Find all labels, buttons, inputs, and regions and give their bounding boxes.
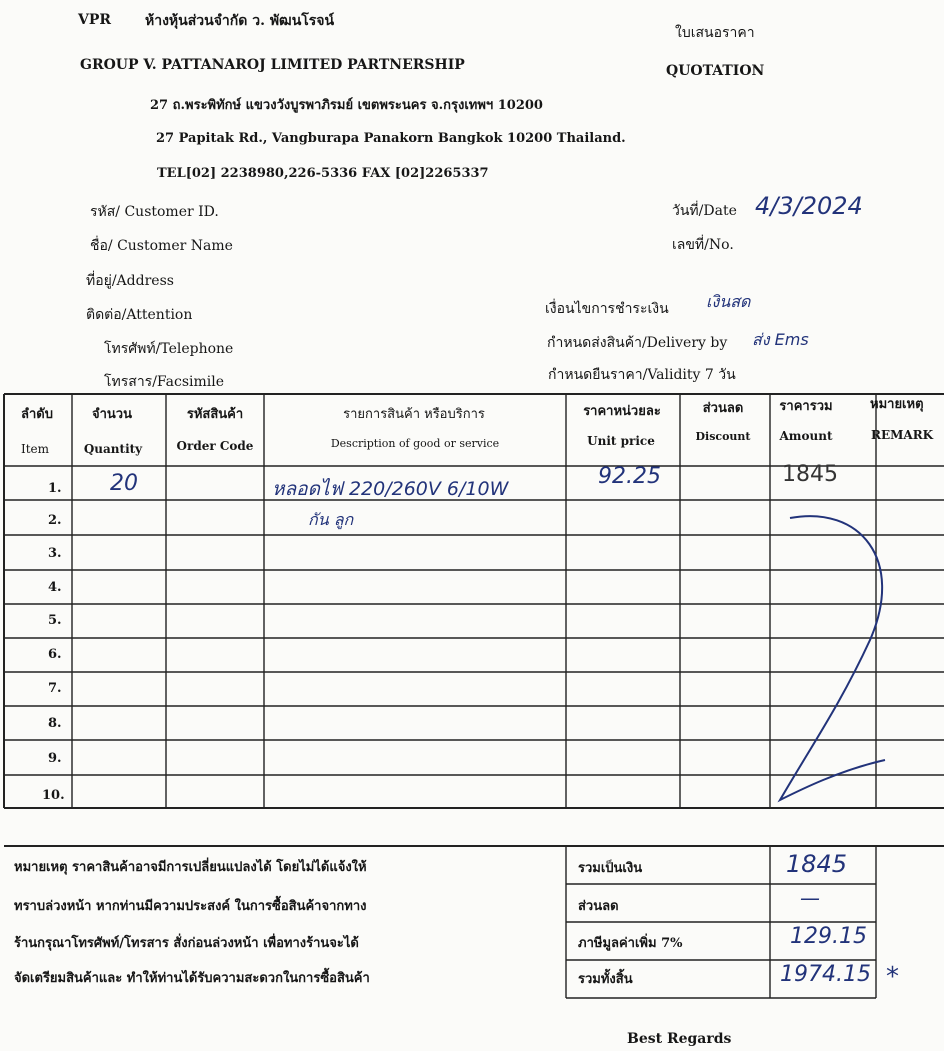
closing: Best Regards — [627, 1031, 732, 1047]
customer-telephone-label: โทรศัพท์/Telephone — [104, 341, 234, 357]
row-number: 3. — [48, 546, 62, 561]
delivery-value: ส่ง Ems — [752, 330, 809, 349]
company-name-en: GROUP V. PATTANAROJ LIMITED PARTNERSHIP — [80, 57, 465, 73]
grand-total-label: รวมทั้งสิ้น — [578, 972, 633, 987]
row-number: 1. — [48, 481, 62, 496]
customer-name-label: ชื่อ/ Customer Name — [90, 238, 233, 254]
header-discount-en: Discount — [695, 430, 751, 443]
row-number: 6. — [48, 647, 62, 662]
header-code-en: Order Code — [176, 439, 254, 453]
header-quantity-en: Quantity — [83, 442, 143, 456]
customer-attention-label: ติดต่อ/Attention — [86, 307, 193, 323]
row-number: 5. — [48, 613, 62, 628]
row-number: 7. — [48, 681, 62, 696]
header-remark-th: หมายเหตุ — [870, 397, 924, 412]
row-number: 2. — [48, 513, 62, 528]
payment-value: เงินสด — [706, 292, 751, 311]
header-remark-en: REMARK — [871, 428, 934, 442]
header-item-en: Item — [20, 442, 50, 456]
vat-label: ภาษีมูลค่าเพิ่ม 7% — [578, 936, 683, 951]
company-name-th: ห้างหุ้นส่วนจำกัด ว. พัฒนโรจน์ — [145, 13, 335, 29]
tel-fax: TEL[02] 2238980,226-5336 FAX [02]2265337 — [157, 166, 489, 181]
header-item-th: ลำดับ — [21, 407, 53, 422]
row1-amount: 1845 — [782, 462, 838, 487]
vat-value: 129.15 — [790, 924, 867, 949]
row-number: 10. — [42, 788, 65, 803]
header-discount-th: ส่วนลด — [702, 401, 744, 416]
doc-title-th: ใบเสนอราคา — [675, 25, 755, 41]
header-quantity-th: จำนวน — [92, 407, 132, 422]
discount-value: — — [800, 886, 820, 910]
delivery-label: กำหนดส่งสินค้า/Delivery by — [547, 335, 728, 351]
star-mark: * — [886, 962, 899, 992]
header-description-en: Description of good or service — [330, 437, 500, 450]
customer-id-label: รหัส/ Customer ID. — [90, 204, 219, 220]
date-value: 4/3/2024 — [755, 192, 863, 220]
row-number: 9. — [48, 751, 62, 766]
header-amount-th: ราคารวม — [779, 399, 833, 414]
row1-description-line2: กัน ลูก — [308, 510, 354, 529]
row1-unit-price: 92.25 — [598, 464, 661, 489]
header-amount-en: Amount — [779, 429, 833, 443]
header-description-th: รายการสินค้า หรือบริการ — [343, 407, 485, 422]
address-th: 27 ถ.พระพิทักษ์ แขวงวังบูรพาภิรมย์ เขตพระนคร จ.กรุงเทพฯ 10200 — [150, 98, 543, 113]
row1-description: หลอดไฟ 220/260V 6/10W — [272, 478, 509, 500]
discount-label: ส่วนลด — [578, 899, 619, 914]
grand-total-value: 1974.15 — [780, 962, 871, 987]
subtotal-label: รวมเป็นเงิน — [578, 861, 643, 876]
row-number: 8. — [48, 716, 62, 731]
note-line: จัดเตรียมสินค้าและ ทำให้ท่านได้รับความสะดวกในการซื้อสินค้า — [14, 971, 370, 986]
header-unitprice-th: ราคาหน่วยละ — [583, 404, 661, 419]
date-label: วันที่/Date — [672, 203, 737, 219]
address-en: 27 Papitak Rd., Vangburapa Panakorn Bangkok 10200 Thailand. — [156, 131, 626, 146]
row-number: 4. — [48, 580, 62, 595]
note-line: หมายเหตุ ราคาสินค้าอาจมีการเปลี่ยนแปลงได้ โดยไม่ได้แจ้งให้ — [14, 860, 367, 875]
header-unitprice-en: Unit price — [587, 434, 655, 448]
header-code-th: รหัสสินค้า — [186, 407, 244, 422]
validity-label: กำหนดยืนราคา/Validity 7 วัน — [548, 367, 736, 383]
cancel-stroke — [780, 516, 885, 800]
customer-fax-label: โทรสาร/Facsimile — [104, 374, 225, 390]
payment-label: เงื่อนไขการชำระเงิน — [545, 301, 669, 317]
customer-address-label: ที่อยู่/Address — [86, 273, 174, 289]
note-line: ร้านกรุณาโทรศัพท์/โทรสาร สั่งก่อนล่วงหน้า เพื่อทางร้านจะได้ — [14, 936, 359, 951]
note-line: ทราบล่วงหน้า หากท่านมีความประสงค์ ในการซื้อสินค้าจากทาง — [14, 899, 367, 914]
row1-quantity: 20 — [110, 471, 138, 496]
number-label: เลขที่/No. — [672, 237, 734, 253]
doc-title-en: QUOTATION — [666, 63, 765, 79]
subtotal-value: 1845 — [786, 850, 848, 878]
company-abbr: VPR — [78, 12, 112, 28]
